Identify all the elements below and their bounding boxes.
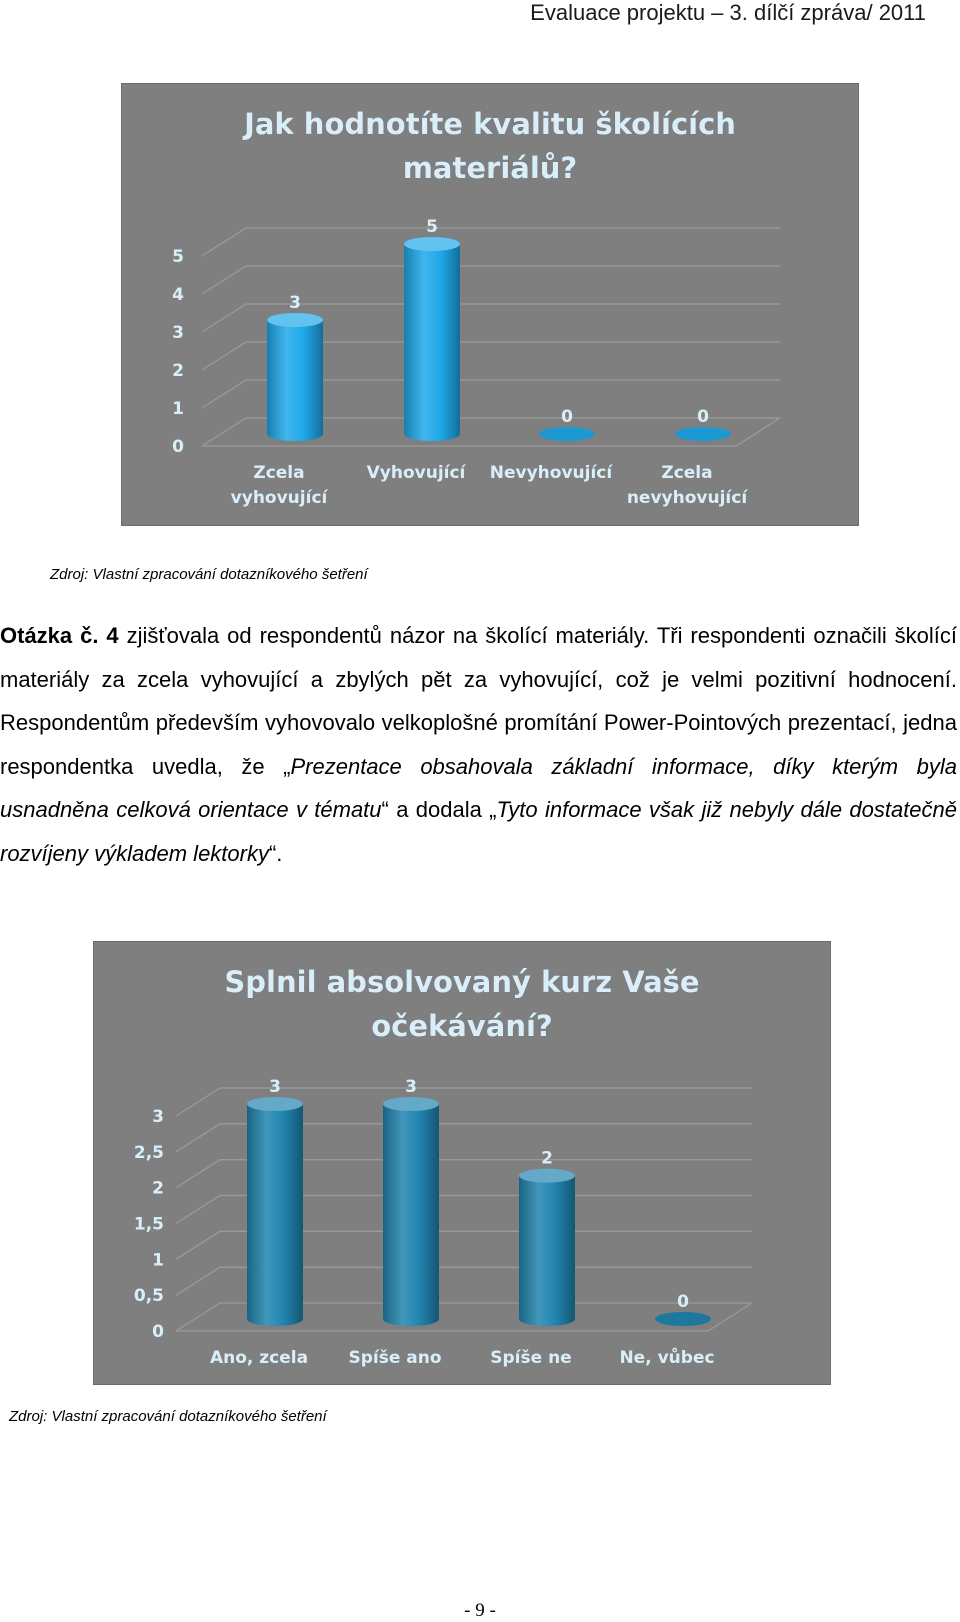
gridline	[202, 228, 780, 256]
chart-course-expectations	[94, 942, 830, 1384]
bar-body	[247, 1104, 303, 1326]
paragraph-text-3: “.	[268, 840, 283, 866]
page-header: Evaluace projektu – 3. dílčí zpráva/ 2011	[530, 0, 926, 25]
chart-title-line: Splnil absolvovaný kurz Vaše	[224, 965, 700, 999]
bar-top	[383, 1097, 439, 1111]
paragraph-text-1: zjišťovala od respondentů názor na školící materiály. Tři respondenti označili školící materiály za zcela vyhovující a zbylých pět za vyhovující, což je velmi pozitivní hodnocení. Respondentům především vyhovovalo velkoplošné promítání Power-Pointových prezentací, jedna respondentka uvedla, že „	[0, 623, 958, 779]
bar-body	[383, 1104, 439, 1326]
category-label: nevyhovující	[626, 488, 748, 508]
paragraph-bold-lead: Otázka č. 4	[0, 623, 119, 648]
y-tick-label: 4	[172, 285, 184, 305]
y-tick-label: 0,5	[133, 1286, 164, 1307]
data-label: 3	[405, 1077, 417, 1097]
y-tick-label: 3	[172, 323, 184, 343]
bar-body	[267, 320, 323, 441]
bar-top	[404, 237, 460, 251]
body-paragraph	[0, 614, 957, 875]
y-tick-label: 2,5	[133, 1142, 164, 1163]
data-label: 2	[541, 1148, 553, 1169]
y-tick-label: 5	[172, 247, 184, 267]
chart-training-materials-svg	[122, 84, 858, 525]
data-label: 3	[289, 293, 301, 313]
category-label: Spíše ano	[348, 1348, 442, 1368]
y-tick-label: 1	[152, 1250, 164, 1271]
y-tick-label: 3	[152, 1107, 164, 1127]
source-note-2: Zdroj: Vlastní zpracování dotazníkového šetření	[9, 1408, 327, 1425]
y-tick-label: 0	[152, 1322, 164, 1342]
bar-flat	[655, 1312, 711, 1326]
chart-title-line: materiálů?	[402, 151, 578, 185]
category-label: Ano, zcela	[209, 1348, 309, 1368]
category-label: vyhovující	[230, 488, 328, 508]
bar-flat	[675, 427, 731, 441]
y-tick-label: 2	[172, 361, 184, 381]
bar-flat	[539, 427, 595, 441]
data-label: 3	[269, 1077, 281, 1097]
page-number: - 9 -	[464, 1600, 496, 1621]
y-tick-label: 0	[172, 437, 184, 457]
y-tick-label: 1	[172, 399, 184, 419]
category-label: Spíše ne	[490, 1348, 572, 1368]
bar-body	[404, 244, 460, 441]
chart-training-materials	[122, 84, 858, 525]
y-tick-label: 2	[152, 1178, 164, 1199]
paragraph-text-2: “ a dodala „	[381, 797, 497, 822]
data-label: 0	[677, 1292, 689, 1312]
bar-body	[519, 1176, 575, 1326]
category-label: Ne, vůbec	[619, 1348, 715, 1368]
bar-top	[267, 313, 323, 327]
category-label: Zcela	[661, 463, 713, 483]
bar-top	[247, 1097, 303, 1111]
paragraph-quote-1: Prezentace obsahovala základní informace, díky kterým byla usnadněna celková orientace v tématu	[0, 753, 957, 822]
chart-title-line: Jak hodnotíte kvalitu školících	[244, 107, 736, 141]
paragraph-quote-2: Tyto informace však již nebyly dále dostatečně rozvíjeny výkladem lektorky	[0, 797, 958, 866]
data-label: 0	[561, 407, 573, 427]
category-label: Nevyhovující	[489, 463, 613, 483]
bar-top	[519, 1169, 575, 1183]
gridline	[202, 266, 780, 294]
chart-course-expectations-svg	[94, 942, 830, 1384]
data-label: 0	[697, 407, 709, 427]
category-label: Vyhovující	[366, 463, 466, 483]
category-label: Zcela	[253, 463, 305, 483]
chart-title-line: očekávání?	[371, 1009, 553, 1043]
source-note-1: Zdroj: Vlastní zpracování dotazníkového šetření	[50, 566, 368, 583]
y-tick-label: 1,5	[133, 1214, 164, 1235]
data-label: 5	[426, 217, 438, 237]
